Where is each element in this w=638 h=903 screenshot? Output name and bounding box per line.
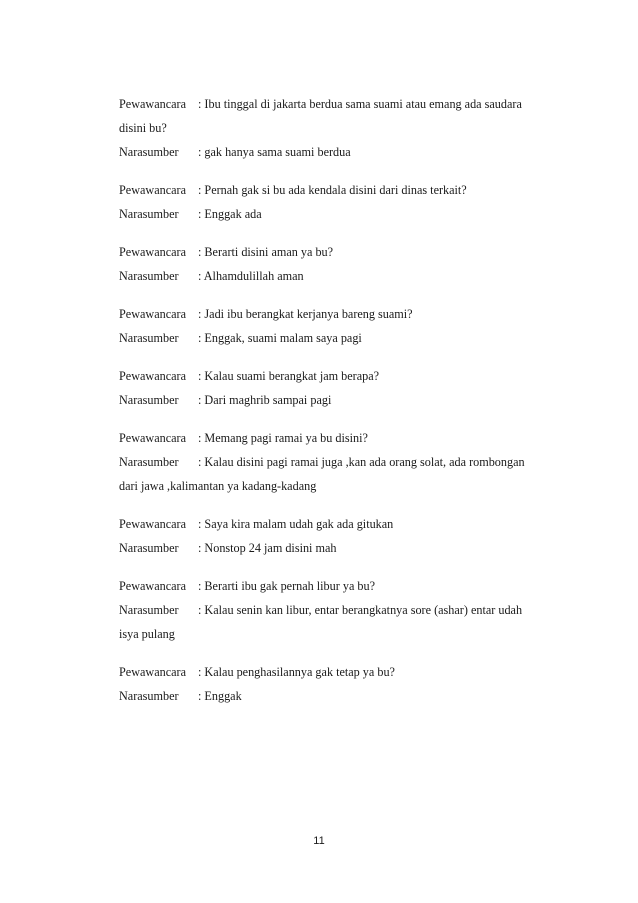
answer-text: : gak hanya sama suami berdua — [198, 145, 351, 159]
answer-line — [119, 388, 549, 412]
answer-text: : Enggak ada — [198, 207, 262, 221]
answer-line — [119, 326, 549, 350]
answer-text: : Nonstop 24 jam disini mah — [198, 541, 337, 555]
question-line — [119, 302, 549, 326]
question-speaker-label: Pewawancara — [119, 307, 186, 321]
answer-text-continuation: dari jawa ,kalimantan ya kadang-kadang — [119, 479, 317, 493]
question-text: : Jadi ibu berangkat kerjanya bareng suami? — [198, 307, 413, 321]
answer-line — [119, 450, 549, 474]
question-speaker-label: Pewawancara — [119, 369, 186, 383]
interview-entry — [119, 364, 549, 412]
answer-text: : Dari maghrib sampai pagi — [198, 393, 332, 407]
interview-entry — [119, 426, 549, 498]
answer-line — [119, 598, 549, 622]
answer-speaker-label: Narasumber — [119, 603, 179, 617]
question-text: : Pernah gak si bu ada kendala disini dari dinas terkait? — [198, 183, 467, 197]
answer-line — [119, 140, 549, 164]
question-line — [119, 426, 549, 450]
interview-transcript — [119, 92, 549, 722]
answer-speaker-label: Narasumber — [119, 455, 179, 469]
question-text: : Berarti ibu gak pernah libur ya bu? — [198, 579, 375, 593]
answer-speaker-label: Narasumber — [119, 331, 179, 345]
page-number: 11 — [313, 835, 325, 847]
question-speaker-label: Pewawancara — [119, 665, 186, 679]
interview-entry — [119, 178, 549, 226]
question-text: : Berarti disini aman ya bu? — [198, 245, 334, 259]
interview-entry — [119, 302, 549, 350]
question-speaker-label: Pewawancara — [119, 97, 186, 111]
answer-speaker-label: Narasumber — [119, 689, 179, 703]
answer-speaker-label: Narasumber — [119, 269, 179, 283]
question-line — [119, 574, 549, 598]
answer-speaker-label: Narasumber — [119, 541, 179, 555]
question-text-continuation: disini bu? — [119, 121, 167, 135]
question-speaker-label: Pewawancara — [119, 245, 186, 259]
question-speaker-label: Pewawancara — [119, 579, 186, 593]
answer-speaker-label: Narasumber — [119, 145, 179, 159]
question-speaker-label: Pewawancara — [119, 183, 186, 197]
answer-line — [119, 536, 549, 560]
interview-entry — [119, 92, 549, 164]
question-line — [119, 178, 549, 202]
answer-text: : Enggak, suami malam saya pagi — [198, 331, 362, 345]
question-line — [119, 240, 549, 264]
question-line — [119, 660, 549, 684]
question-text: : Kalau penghasilannya gak tetap ya bu? — [198, 665, 395, 679]
interview-entry — [119, 574, 549, 646]
answer-text: : Alhamdulillah aman — [198, 269, 304, 283]
question-text: : Ibu tinggal di jakarta berdua sama suami atau emang ada saudara — [198, 97, 522, 111]
question-speaker-label: Pewawancara — [119, 431, 186, 445]
question-text: : Memang pagi ramai ya bu disini? — [198, 431, 368, 445]
answer-line — [119, 684, 549, 708]
answer-speaker-label: Narasumber — [119, 393, 179, 407]
question-text: : Saya kira malam udah gak ada gitukan — [198, 517, 394, 531]
answer-speaker-label: Narasumber — [119, 207, 179, 221]
answer-text: : Kalau senin kan libur, entar berangkatnya sore (ashar) entar udah — [198, 603, 523, 617]
answer-text: : Enggak — [198, 689, 242, 703]
answer-text: : Kalau disini pagi ramai juga ,kan ada orang solat, ada rombongan — [198, 455, 525, 469]
interview-entry — [119, 512, 549, 560]
answer-line — [119, 202, 549, 226]
question-line — [119, 512, 549, 536]
answer-text-continuation: isya pulang — [119, 627, 175, 641]
question-text: : Kalau suami berangkat jam berapa? — [198, 369, 380, 383]
question-line — [119, 364, 549, 388]
interview-entry — [119, 660, 549, 708]
interview-entry — [119, 240, 549, 288]
question-speaker-label: Pewawancara — [119, 517, 186, 531]
answer-line — [119, 264, 549, 288]
question-line — [119, 92, 549, 116]
